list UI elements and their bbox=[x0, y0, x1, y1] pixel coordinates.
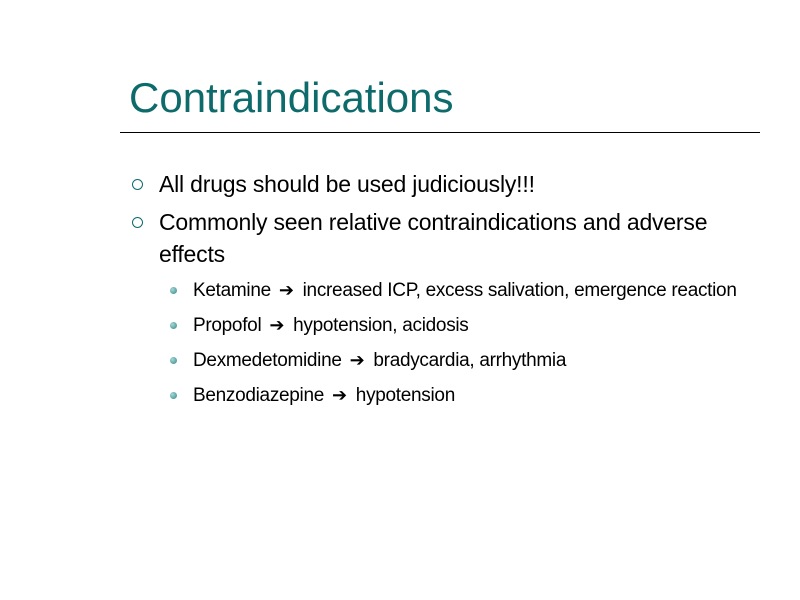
drug-effect: increased ICP, excess salivation, emergence reaction bbox=[302, 280, 737, 301]
right-arrow-icon: ➔ bbox=[269, 315, 285, 335]
dot-bullet-icon bbox=[170, 392, 177, 399]
right-arrow-icon: ➔ bbox=[278, 280, 294, 300]
drug-name: Ketamine bbox=[193, 280, 271, 301]
right-arrow-icon: ➔ bbox=[332, 385, 347, 405]
right-arrow-icon: ➔ bbox=[349, 350, 365, 370]
dot-bullet-icon bbox=[170, 287, 177, 294]
drug-effect: hypotension bbox=[355, 385, 455, 406]
hollow-circle-bullet-icon bbox=[132, 179, 143, 190]
sub-bullet-item bbox=[130, 311, 740, 340]
dot-bullet-icon bbox=[170, 322, 177, 329]
sub-bullet-list bbox=[130, 276, 740, 410]
dot-bullet-icon bbox=[170, 357, 177, 364]
hollow-circle-bullet-icon bbox=[132, 217, 143, 228]
sub-bullet-item bbox=[130, 276, 740, 305]
drug-name: Dexmedetomidine bbox=[193, 350, 342, 371]
drug-name: Benzodiazepine bbox=[193, 385, 325, 406]
slide-title: Contraindications bbox=[129, 74, 454, 121]
bullet-text: Commonly seen relative contraindications and adverse effects bbox=[159, 209, 708, 267]
bullet-text: All drugs should be used judiciously!!! bbox=[159, 171, 535, 197]
title-divider bbox=[120, 132, 760, 133]
drug-effect: bradycardia, arrhythmia bbox=[373, 350, 567, 371]
sub-bullet-item bbox=[130, 346, 740, 375]
drug-name: Propofol bbox=[193, 315, 262, 336]
sub-bullet-item bbox=[130, 381, 740, 410]
slide-content bbox=[130, 168, 740, 416]
bullet-item bbox=[130, 206, 740, 270]
bullet-item bbox=[130, 168, 740, 200]
drug-effect: hypotension, acidosis bbox=[293, 315, 469, 336]
